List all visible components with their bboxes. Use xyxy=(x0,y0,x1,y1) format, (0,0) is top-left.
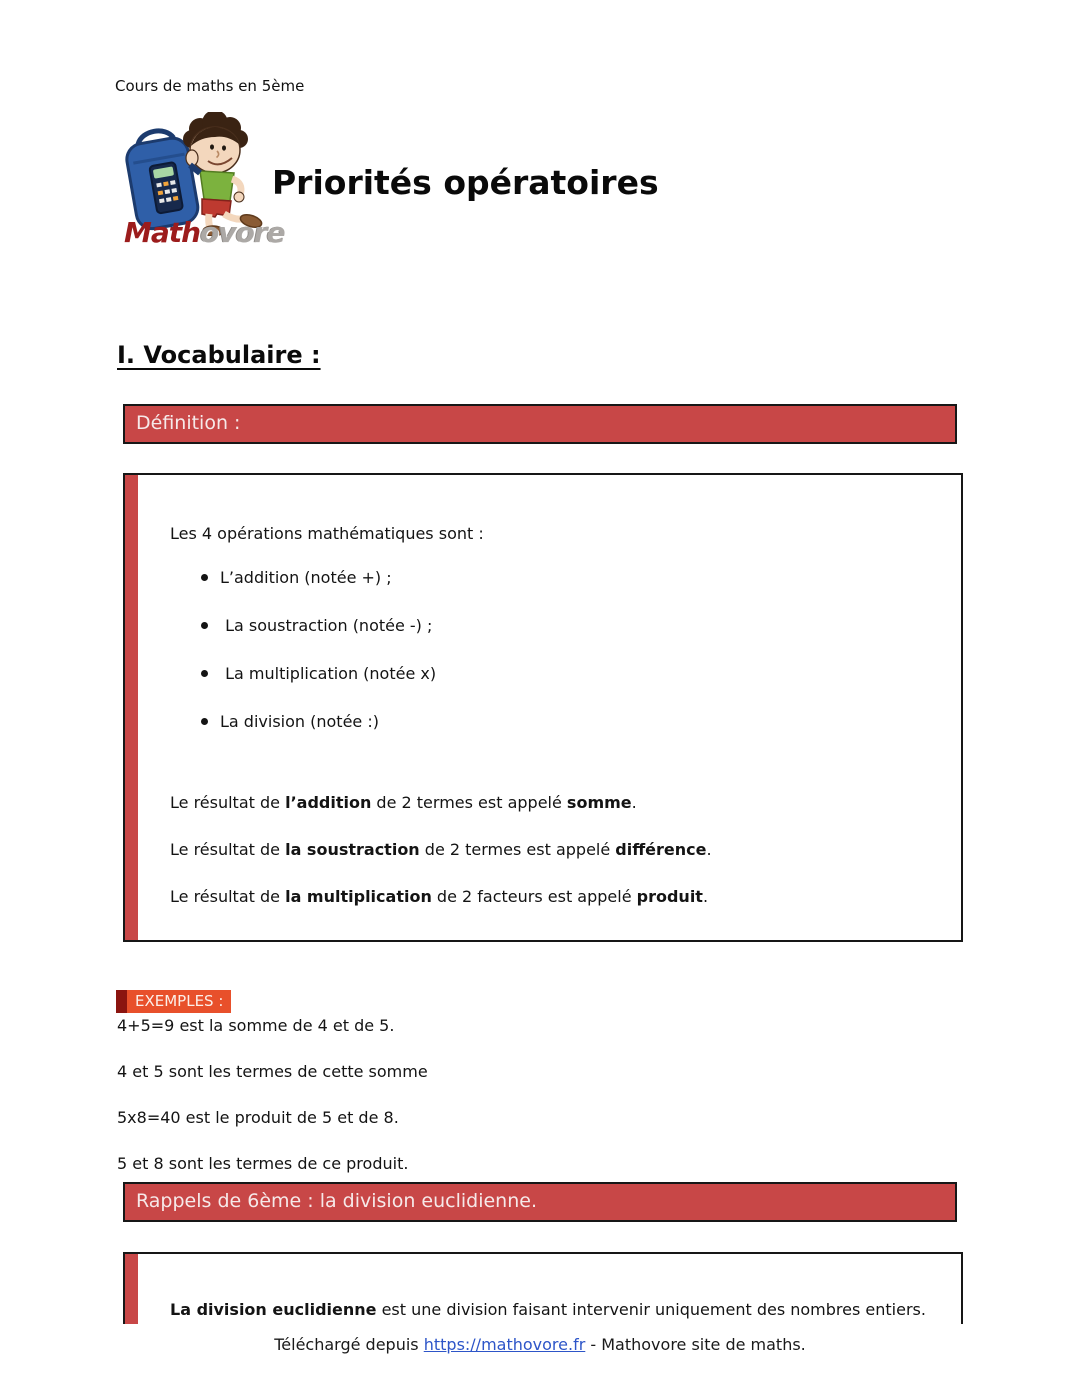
definition-intro: Les 4 opérations mathématiques sont : xyxy=(170,524,484,543)
example-line-3: 5x8=40 est le produit de 5 et de 8. xyxy=(117,1108,399,1127)
bullet-multiplication: La multiplication (notée x) xyxy=(220,664,437,683)
definition-banner: Définition : xyxy=(123,404,957,444)
result-bold-term: la soustraction xyxy=(285,840,420,859)
brand-word-math: Math xyxy=(124,216,201,249)
bullet-soustraction: La soustraction (notée -) ; xyxy=(220,616,433,635)
result-text: de 2 termes est appelé xyxy=(419,840,616,859)
section-heading-vocabulaire: I. Vocabulaire : xyxy=(117,341,321,369)
footer-link[interactable]: https://mathovore.fr xyxy=(423,1335,586,1354)
result-line-difference xyxy=(170,840,937,859)
result-bold-name: différence xyxy=(615,840,707,859)
result-text: de 2 facteurs est appelé xyxy=(431,887,637,906)
result-text: . xyxy=(706,840,712,859)
result-text: . xyxy=(702,887,709,906)
result-line-produit xyxy=(170,887,937,906)
result-line-somme xyxy=(170,793,937,812)
rappels-box xyxy=(123,1252,963,1324)
footer-suffix: - Mathovore site de maths. xyxy=(585,1335,806,1354)
bullet-division: La division (notée :) xyxy=(220,712,379,731)
brand-word-ovore: ovore xyxy=(200,216,285,249)
examples-badge xyxy=(116,990,231,1013)
rappels-rest-text: est une division faisant intervenir uniquement des nombres entiers. xyxy=(376,1300,926,1319)
mathovore-logo xyxy=(120,112,285,258)
result-bold-name: produit xyxy=(636,887,703,906)
page-title: Priorités opératoires xyxy=(272,163,659,202)
examples-badge-label: EXEMPLES : xyxy=(127,990,231,1013)
example-line-2: 4 et 5 sont les termes de cette somme xyxy=(117,1062,428,1081)
result-bold-term: la multiplication xyxy=(285,887,432,906)
red-accent-bar xyxy=(125,1254,138,1324)
list-item xyxy=(170,616,937,635)
footer-prefix: Téléchargé depuis xyxy=(274,1335,424,1354)
result-text: Le résultat de xyxy=(170,793,286,812)
page-footer xyxy=(0,1335,1080,1354)
list-item xyxy=(170,712,937,731)
result-bold-name: somme xyxy=(566,793,632,812)
result-bold-term: l’addition xyxy=(285,793,372,812)
result-text: Le résultat de xyxy=(170,840,286,859)
result-text: Le résultat de xyxy=(170,887,286,906)
operations-bullet-list xyxy=(170,568,937,760)
result-text: de 2 termes est appelé xyxy=(371,793,567,812)
list-item xyxy=(170,568,937,587)
brand-wordmark xyxy=(124,216,285,249)
red-accent-bar xyxy=(125,475,138,940)
bullet-addition: L’addition (notée +) ; xyxy=(220,568,392,587)
example-line-1: 4+5=9 est la somme de 4 et de 5. xyxy=(117,1016,395,1035)
rappels-bold-term: La division euclidienne xyxy=(170,1300,377,1319)
rappels-text xyxy=(170,1300,937,1319)
badge-dark-square xyxy=(116,990,127,1013)
result-text: . xyxy=(631,793,637,812)
example-line-4: 5 et 8 sont les termes de ce produit. xyxy=(117,1154,409,1173)
rappels-banner: Rappels de 6ème : la division euclidienne. xyxy=(123,1182,957,1222)
course-level-label: Cours de maths en 5ème xyxy=(115,77,305,95)
definition-box xyxy=(123,473,963,942)
list-item xyxy=(170,664,937,683)
